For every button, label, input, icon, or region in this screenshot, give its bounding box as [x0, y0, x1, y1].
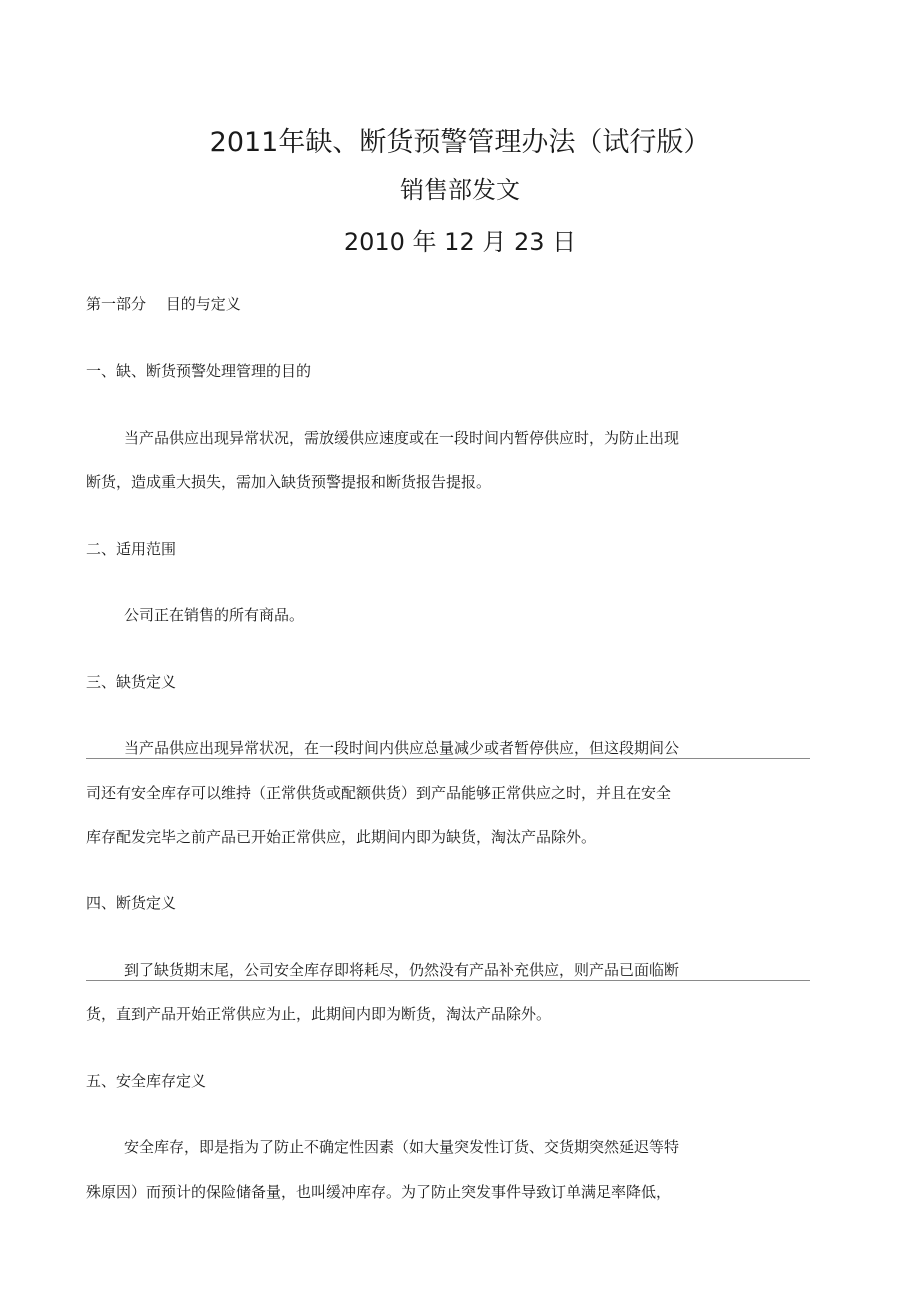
document-date: 2010 年 12 月 23 日	[343, 228, 577, 256]
paragraph-line: 殊原因）而预计的保险储备量，也叫缓冲库存。为了防止突发事件导致订单满足率降低，	[86, 1183, 672, 1201]
section-heading-purpose: 一、缺、断货预警处理管理的目的	[86, 362, 312, 380]
document-issuer: 销售部发文	[400, 176, 520, 204]
document-title: 2011年缺、断货预警管理办法（试行版）	[209, 127, 711, 158]
paragraph-line: 货，直到产品开始正常供应为止，此期间内即为断货，淘汰产品除外。	[86, 1005, 552, 1023]
section-heading-stockout-definition: 四、断货定义	[86, 894, 177, 912]
paragraph-line: 当产品供应出现异常状况，需放缓供应速度或在一段时间内暂停供应时，为防止出现	[124, 429, 680, 447]
paragraph-line: 到了缺货期末尾，公司安全库存即将耗尽，仍然没有产品补充供应，则产品已面临断	[124, 961, 680, 979]
paragraph-line: 安全库存，即是指为了防止不确定性因素（如大量突发性订货、交货期突然延迟等特	[124, 1138, 680, 1156]
section-heading-safety-stock-definition: 五、安全库存定义	[86, 1072, 207, 1090]
section-heading-scope: 二、适用范围	[86, 540, 177, 558]
paragraph-line: 断货，造成重大损失，需加入缺货预警提报和断货报告提报。	[86, 473, 492, 491]
paragraph-line: 库存配发完毕之前产品已开始正常供应，此期间内即为缺货，淘汰产品除外。	[86, 828, 597, 846]
part-heading: 第一部分 目的与定义	[86, 295, 241, 313]
section-heading-shortage-definition: 三、缺货定义	[86, 673, 177, 691]
underline-rule	[86, 980, 810, 981]
paragraph-line: 当产品供应出现异常状况，在一段时间内供应总量减少或者暂停供应，但这段期间公	[124, 739, 680, 757]
paragraph-line: 公司正在销售的所有商品。	[124, 606, 305, 624]
paragraph-line: 司还有安全库存可以维持（正常供货或配额供货）到产品能够正常供应之时，并且在安全	[86, 784, 672, 802]
underline-rule	[86, 758, 810, 759]
